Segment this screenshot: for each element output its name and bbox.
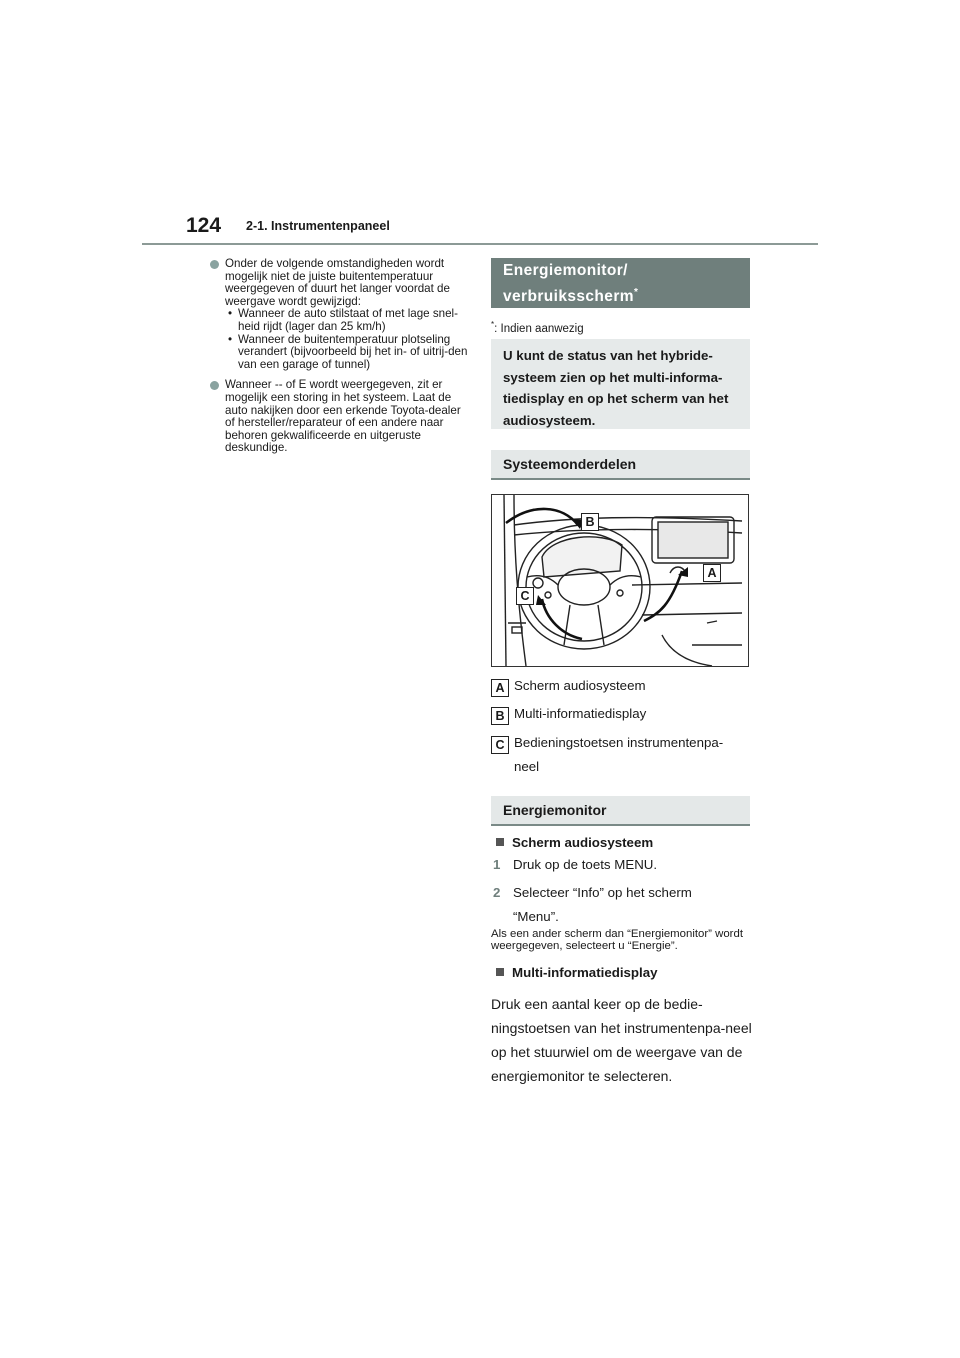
footnote-mark: *: [491, 320, 495, 329]
bullet-dot-icon: [210, 381, 219, 390]
figure-label-b: B: [581, 513, 599, 531]
step-item: [491, 881, 692, 929]
step-text-cont: “Menu”.: [513, 909, 559, 924]
bullet-dot-icon: [210, 260, 219, 269]
step-number: 1: [493, 857, 501, 872]
body-paragraph: Druk een aantal keer op de bedie-ningstoetsen van het instrumentenpa-neel op het stuurwiel om de weergave van de energiemonitor te selecteren.: [491, 996, 752, 1084]
note-text: Als een ander scherm dan “Energiemonitor” wordt weergegeven, selecteert u “Energie”.: [491, 928, 743, 952]
legend-text: Bedieningstoetsen instrumentenpa-: [514, 735, 724, 750]
figure-label-c: C: [516, 587, 534, 605]
legend-text: Scherm audiosysteem: [514, 678, 646, 693]
square-bullet-icon: [496, 968, 504, 976]
footnote: [491, 320, 584, 335]
legend-label: A: [491, 679, 509, 697]
heading-energiemonitor-verbruiksscherm: [491, 258, 750, 308]
legend-item-b: [491, 702, 646, 726]
lead-box: U kunt de status van het hybride-systeem zien op het multi-informa-tiedisplay en op het scherm van het audiosysteem.: [491, 339, 750, 429]
subheading-scherm-audiosysteem: [496, 835, 653, 850]
heading-energiemonitor: Energiemonitor: [491, 796, 750, 826]
section-title: 2-1. Instrumentenpaneel: [246, 219, 390, 233]
heading-systeemonderdelen: Systeemonderdelen: [491, 450, 750, 480]
bullet-item: [210, 258, 472, 371]
step-number: 2: [493, 885, 501, 900]
square-bullet-icon: [496, 838, 504, 846]
step-text: Druk op de toets MENU.: [513, 857, 658, 872]
sub-bullet: • Wanneer de buitentemperatuur plotseling verandert (bijvoorbeeld bij het in- of uitrij-den van een garage of tunnel): [228, 332, 468, 371]
step-item: [491, 853, 657, 877]
legend-label: C: [491, 736, 509, 754]
legend-item-c: [491, 731, 723, 779]
bullet-text: Onder de volgende omstandigheden wordt mogelijk niet de juiste buitentemperatuur weergegeven of duurt het langer voordat de weergave wordt gewijzigd:: [225, 257, 450, 308]
bullet-text: Wanneer -- of E wordt weergegeven, zit er mogelijk een storing in het systeem. Laat de auto nakijken door een erkende Toyota-dealer of hersteller/reparateur of een andere naar behoren gekwalificeerde en uitgeruste deskundige.: [225, 378, 461, 455]
heading-text: Energiemonitor/ verbruiksscherm: [503, 262, 634, 306]
sub-bullet-text: Wanneer de buitentemperatuur plotseling verandert (bijvoorbeeld bij het in- of uitrij-den van een garage of tunnel): [238, 332, 468, 371]
footnote-text: : Indien aanwezig: [494, 322, 584, 335]
subheading-text: Scherm audiosysteem: [512, 835, 654, 850]
footnote-marker: *: [633, 287, 639, 298]
legend-label: B: [491, 707, 509, 725]
sub-bullet-text: Wanneer de auto stilstaat of met lage snel-heid rijdt (lager dan 25 km/h): [238, 307, 458, 333]
legend-item-a: [491, 674, 646, 698]
bullet-item: [210, 379, 472, 455]
subheading-multi-informatiedisplay: [496, 965, 658, 980]
step-text: Selecteer “Info” op het scherm: [513, 885, 692, 900]
sub-bullet: • Wanneer de auto stilstaat of met lage snel-heid rijdt (lager dan 25 km/h): [228, 307, 458, 333]
legend-text-cont: neel: [514, 759, 540, 774]
page-number: 124: [186, 214, 222, 237]
header-divider: [142, 243, 818, 245]
dashboard-illustration: [491, 494, 749, 667]
subheading-text: Multi-informatiedisplay: [512, 965, 658, 980]
legend-text: Multi-informatiedisplay: [514, 706, 647, 721]
figure-label-a: A: [703, 564, 721, 582]
left-column: [210, 258, 472, 463]
